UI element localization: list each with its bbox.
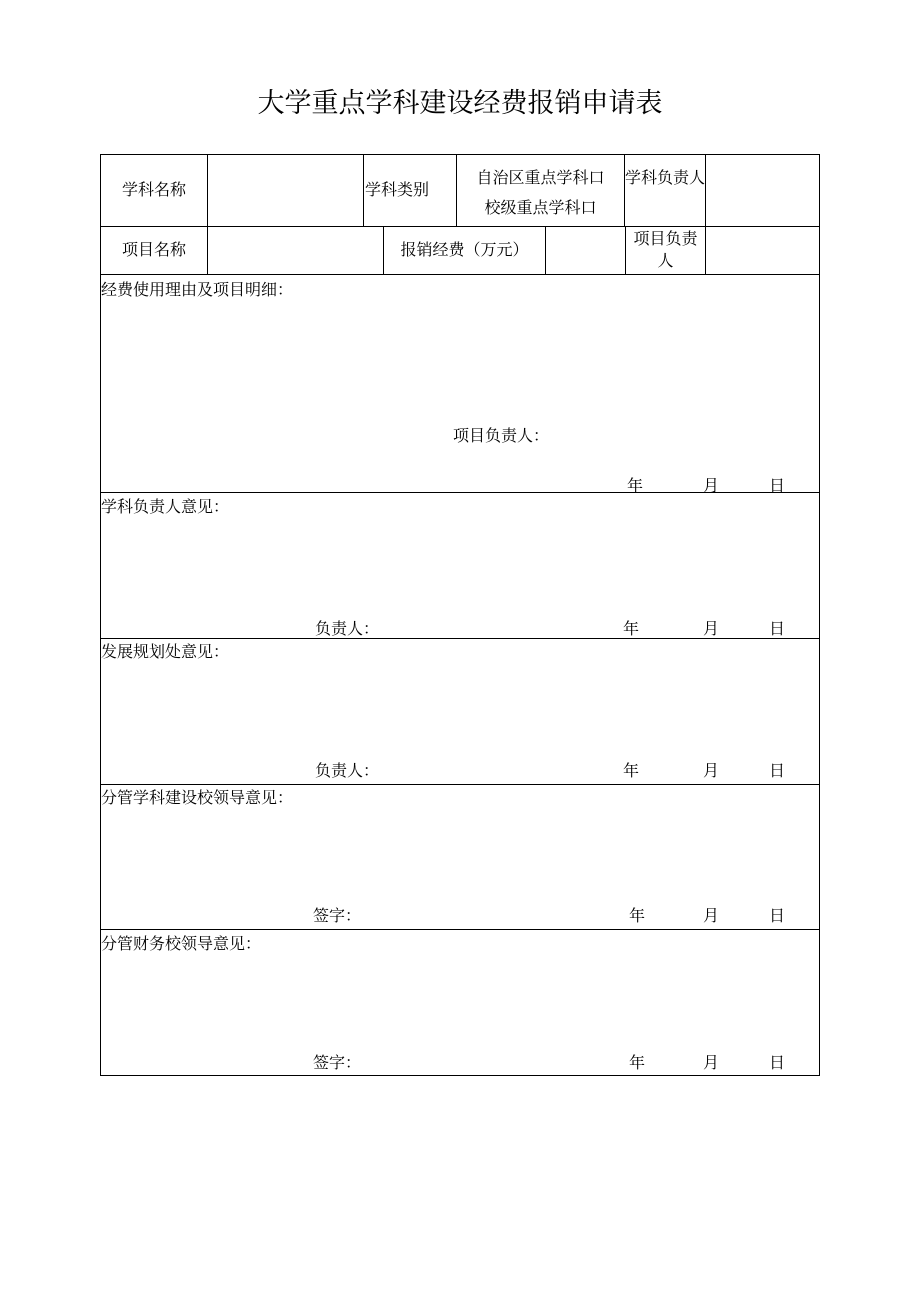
subject-leader-label: 学科负责人 — [625, 168, 706, 187]
reimbursement-form — [100, 154, 820, 1076]
subject-type-option-regional[interactable]: 自治区重点学科口 — [476, 168, 605, 187]
section4-bottom-line — [101, 929, 819, 930]
planning-signer-label: 负责人： — [315, 761, 380, 780]
planning-month-label: 月 — [703, 761, 720, 780]
finance-leader-month-label: 月 — [703, 1053, 720, 1072]
reimbursement-amount-label: 报销经费（万元） — [400, 240, 529, 259]
finance-leader-opinion-label: 分管财务校领导意见： — [101, 934, 262, 953]
discipline-leader-month-label: 月 — [703, 906, 720, 925]
subject-leader-year-label: 年 — [623, 619, 640, 638]
subject-leader-day-label: 日 — [769, 619, 786, 638]
discipline-leader-year-label: 年 — [629, 906, 646, 925]
form-title: 大学重点学科建设经费报销申请表 — [257, 88, 663, 119]
discipline-leader-day-label: 日 — [769, 906, 786, 925]
detail-month-label: 月 — [703, 476, 720, 495]
subject-leader-opinion-area[interactable] — [101, 520, 819, 610]
planning-day-label: 日 — [769, 761, 786, 780]
row1-divider-2 — [363, 155, 364, 226]
discipline-leader-opinion-area[interactable] — [101, 811, 819, 901]
section3-bottom-line — [101, 784, 819, 785]
detail-text-area[interactable] — [101, 303, 819, 423]
finance-leader-year-label: 年 — [629, 1053, 646, 1072]
subject-leader-field[interactable] — [706, 155, 819, 226]
subject-type-option-school[interactable]: 校级重点学科口 — [484, 198, 597, 217]
subject-name-label: 学科名称 — [121, 180, 186, 199]
project-leader-field[interactable] — [706, 227, 819, 274]
finance-leader-opinion-area[interactable] — [101, 957, 819, 1047]
finance-leader-day-label: 日 — [769, 1053, 786, 1072]
detail-day-label: 日 — [769, 476, 786, 495]
planning-year-label: 年 — [623, 761, 640, 780]
finance-leader-sign-label: 签字： — [313, 1053, 362, 1072]
row2-bottom-line — [101, 274, 819, 275]
detail-year-label: 年 — [627, 476, 644, 495]
subject-type-label: 学科类别 — [365, 180, 430, 199]
subject-leader-signer-label: 负责人： — [315, 619, 380, 638]
project-name-label: 项目名称 — [121, 240, 186, 259]
discipline-leader-sign-label: 签字： — [313, 906, 362, 925]
planning-opinion-label: 发展规划处意见： — [101, 642, 230, 661]
detail-signer-label: 项目负责人： — [453, 426, 550, 445]
subject-leader-month-label: 月 — [703, 619, 720, 638]
row1-divider-4 — [624, 155, 625, 226]
project-name-field[interactable] — [208, 227, 383, 274]
planning-opinion-area[interactable] — [101, 665, 819, 755]
project-leader-label: 项目负责人 — [633, 229, 698, 270]
subject-leader-opinion-label: 学科负责人意见： — [101, 497, 230, 516]
subject-name-field[interactable] — [208, 155, 363, 226]
discipline-leader-opinion-label: 分管学科建设校领导意见： — [101, 788, 294, 807]
reimbursement-amount-field[interactable] — [546, 227, 625, 274]
detail-section-label: 经费使用理由及项目明细： — [101, 280, 294, 299]
